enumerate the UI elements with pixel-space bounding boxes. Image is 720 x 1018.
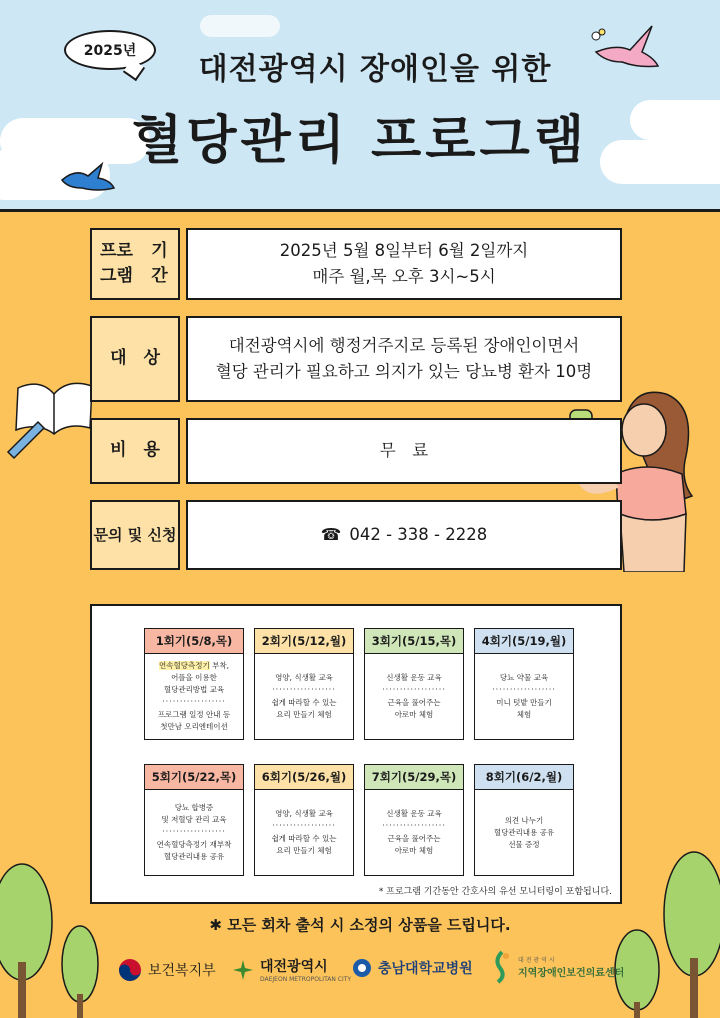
session-text: 혈당관리내용 공유	[493, 827, 555, 837]
daejeon-text	[260, 956, 351, 983]
session-text: 첫만남 오리엔테이션	[160, 721, 228, 731]
session-text: 의견 나누기	[504, 815, 544, 825]
session-text: 프로그램 일정 안내 등	[157, 709, 231, 719]
session-card-2	[254, 628, 354, 740]
session-text: 쉽게 따라할 수 있는	[271, 833, 337, 843]
session-card-1	[144, 628, 244, 740]
target-row	[90, 316, 622, 402]
session-text: 당뇨 약물 교육	[499, 673, 549, 683]
session-text: 아로마 체험	[394, 709, 434, 719]
logo-cnuh	[352, 958, 473, 978]
session-title: 7회기(5/29,목)	[364, 764, 464, 790]
session-text: 및 저혈당 관리 교육	[161, 815, 227, 825]
period-label	[90, 228, 185, 300]
divider: ··················	[492, 685, 556, 695]
session-text: 근육을 풀어주는	[387, 833, 441, 843]
cloud	[200, 15, 280, 37]
contact-value[interactable]	[186, 500, 622, 570]
session-text: 신생활 운동 교육	[386, 809, 442, 819]
daejeon-subtitle: DAEJEON METROPOLITAN CITY	[260, 976, 352, 983]
session-body	[144, 790, 244, 876]
daejeon-name: 대전광역시	[260, 959, 328, 975]
logo-center	[492, 950, 624, 984]
center-text	[518, 955, 624, 979]
session-text	[159, 660, 229, 672]
divider: ··················	[162, 697, 226, 707]
logo-bar	[0, 948, 720, 998]
logo-mohw	[118, 958, 216, 982]
year-badge: 2025년	[64, 30, 156, 70]
divider: ··················	[272, 821, 336, 831]
target-line1: 대전광역시에 행정거주지로 등록된 장애인이면서	[228, 335, 580, 355]
mohw-name: 보건복지부	[148, 963, 216, 979]
session-text: 요리 만들기 체험	[276, 709, 332, 719]
book-pencil-illustration	[4, 368, 96, 460]
session-text: 혈당관리방법 교육	[163, 685, 225, 695]
period-row	[90, 228, 622, 300]
cost-row	[90, 418, 622, 484]
period-label-line2: 기 간	[151, 240, 185, 286]
session-card-5	[144, 764, 244, 876]
logo-daejeon	[232, 956, 351, 983]
session-title: 1회기(5/8,목)	[144, 628, 244, 654]
session-title: 5회기(5/22,목)	[144, 764, 244, 790]
session-text: 체험	[516, 709, 532, 719]
target-label: 대 상	[90, 316, 180, 402]
session-body	[254, 654, 354, 740]
session-text: 영양, 식생활 교육	[275, 673, 333, 683]
session-body	[364, 790, 464, 876]
session-text: 선물 증정	[508, 839, 540, 849]
attendance-note: ✱ 모든 회차 출석 시 소정의 상품을 드립니다.	[209, 916, 511, 934]
contact-row	[90, 500, 622, 570]
divider: ··················	[272, 685, 336, 695]
period-line2: 매주 월,목 오후 3시~5시	[312, 267, 496, 286]
session-text: 아로마 체험	[394, 845, 434, 855]
session-card-7	[364, 764, 464, 876]
session-body	[144, 654, 244, 740]
session-title: 2회기(5/12,월)	[254, 628, 354, 654]
session-text: 요리 만들기 체험	[276, 845, 332, 855]
cnuh-icon	[352, 958, 372, 978]
session-card-6	[254, 764, 354, 876]
session-text: 신생활 운동 교육	[386, 673, 442, 683]
page-title: 혈당관리 프로그램	[132, 111, 588, 171]
daejeon-leaf-icon	[232, 959, 254, 981]
cost-label: 비 용	[90, 418, 180, 484]
highlight-text: 연속혈당측정기	[159, 661, 210, 671]
center-subtitle: 대 전 광 역 시	[518, 957, 555, 964]
divider: ··················	[382, 685, 446, 695]
session-text: 연속혈당측정기 재부착	[156, 839, 232, 849]
target-value	[186, 316, 622, 402]
center-name: 지역장애인보건의료센터	[518, 968, 625, 979]
cnuh-name: 충남대학교병원	[378, 961, 473, 977]
session-body	[474, 790, 574, 876]
contact-label: 문의 및 신청	[90, 500, 180, 570]
session-text: 미니 텃밭 만들기	[496, 697, 552, 707]
sky-header	[0, 0, 720, 212]
period-value	[186, 228, 622, 300]
session-body	[254, 790, 354, 876]
divider: ··················	[382, 821, 446, 831]
session-title: 6회기(5/26,월)	[254, 764, 354, 790]
divider: ··················	[162, 827, 226, 837]
period-line1: 2025년 5월 8일부터 6월 2일까지	[279, 240, 529, 260]
session-card-4	[474, 628, 574, 740]
schedule-note: * 프로그램 기간동안 간호사의 유선 모니터링이 포함됩니다.	[378, 887, 612, 897]
session-body	[474, 654, 574, 740]
target-line2: 혈당 관리가 필요하고 의지가 있는 당뇨병 환자 10명	[215, 362, 593, 381]
session-title: 8회기(6/2,월)	[474, 764, 574, 790]
phone-number: 042 - 338 - 2228	[349, 524, 488, 544]
session-text: 부착,	[209, 661, 229, 671]
session-text: 혈당관리내용 공유	[163, 851, 225, 861]
session-text: 어플을 이용한	[171, 673, 217, 683]
session-card-3	[364, 628, 464, 740]
schedule-panel	[90, 604, 622, 904]
session-title: 3회기(5/15,목)	[364, 628, 464, 654]
session-text: 당뇨 합병증	[174, 803, 214, 813]
phone-icon: ☎	[320, 524, 342, 544]
session-text: 쉽게 따라할 수 있는	[271, 697, 337, 707]
session-title: 4회기(5/19,월)	[474, 628, 574, 654]
session-text: 영양, 식생활 교육	[275, 809, 333, 819]
taegeuk-icon	[118, 958, 142, 982]
page-subtitle: 대전광역시 장애인을 위한	[198, 52, 552, 87]
session-text: 근육을 풀어주는	[387, 697, 441, 707]
period-label-line1: 프로그램	[100, 240, 133, 286]
session-card-8	[474, 764, 574, 876]
session-body	[364, 654, 464, 740]
center-icon	[492, 950, 512, 984]
cost-value: 무 료	[186, 418, 622, 484]
